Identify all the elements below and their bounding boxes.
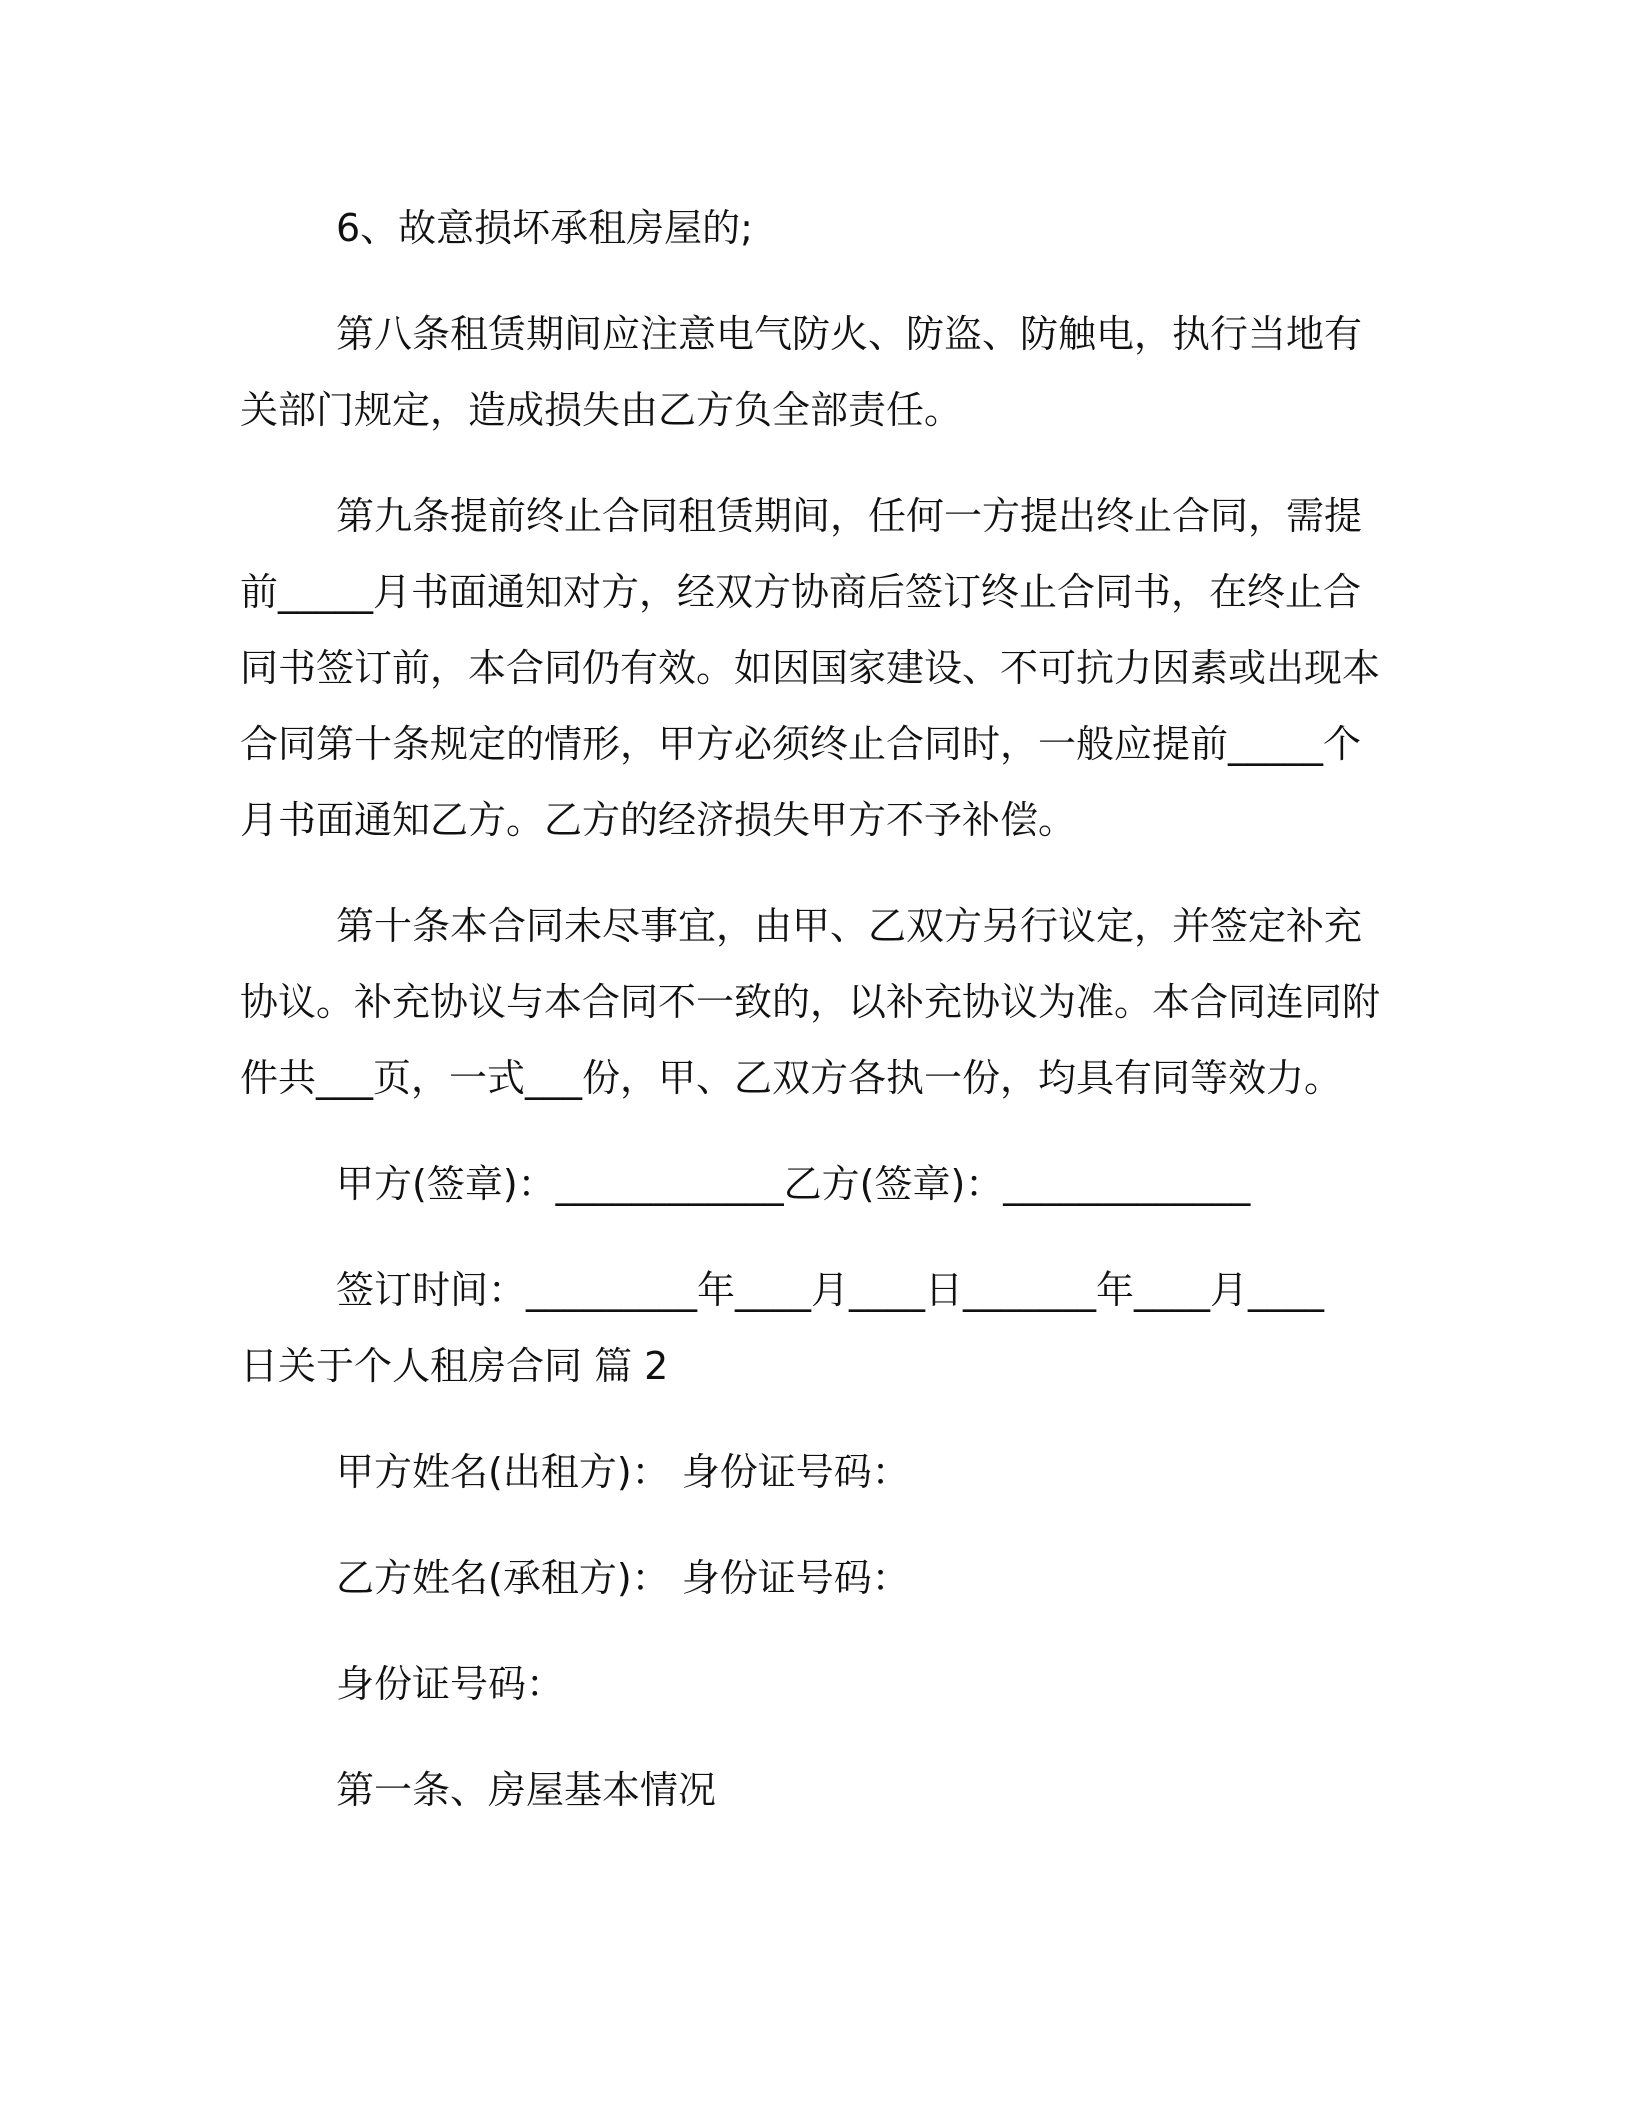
document-body	[240, 190, 1390, 1828]
paragraph-gap	[240, 448, 1390, 478]
signature-line: 甲方(签章)：____________乙方(签章)：_____________	[336, 1162, 1251, 1206]
paragraph-gap	[240, 858, 1390, 888]
paragraph-gap	[240, 1510, 1390, 1540]
paragraph-article-10: 第十条本合同未尽事宜，由甲、乙双方另行议定，并签定补充协议。补充协议与本合同不一致的，以补充协议为准。本合同连同附件共___页，一式___份，甲、乙双方各执一份，均具有同等效力。	[240, 904, 1381, 1100]
id-number-line: 身份证号码：	[336, 1662, 565, 1706]
article-1-heading: 第一条、房屋基本情况	[336, 1768, 717, 1812]
paragraph-article-9: 第九条提前终止合同租赁期间，任何一方提出终止合同，需提前_____月书面通知对方，经双方协商后签订终止合同书，在终止合同书签订前，本合同仍有效。如因国家建设、不可抗力因素或出现本合同第十条规定的情形，甲方必须终止合同时，一般应提前_____个月书面通知乙方。乙方的经济损失甲方不予补偿。	[240, 494, 1381, 842]
signing-date-block	[240, 1252, 1390, 1404]
paragraph-gap	[240, 266, 1390, 296]
paragraph-gap	[240, 1404, 1390, 1434]
paragraph-gap	[240, 1222, 1390, 1252]
paragraph-gap	[240, 1722, 1390, 1752]
paragraph-gap	[240, 1116, 1390, 1146]
section-heading-contract-2: 日关于个人租房合同 篇 2	[240, 1344, 669, 1388]
party-a-name-line: 甲方姓名(出租方)： 身份证号码：	[336, 1450, 910, 1494]
paragraph-gap	[240, 1616, 1390, 1646]
paragraph-article-8: 第八条租赁期间应注意电气防火、防盗、防触电，执行当地有关部门规定，造成损失由乙方负全部责任。	[240, 312, 1363, 432]
paragraph-item-6: 6、故意损坏承租房屋的;	[336, 206, 753, 250]
party-b-name-line: 乙方姓名(承租方)： 身份证号码：	[336, 1556, 910, 1600]
signing-date-line: 签订时间：_________年____月____日_______年____月____	[336, 1268, 1325, 1312]
